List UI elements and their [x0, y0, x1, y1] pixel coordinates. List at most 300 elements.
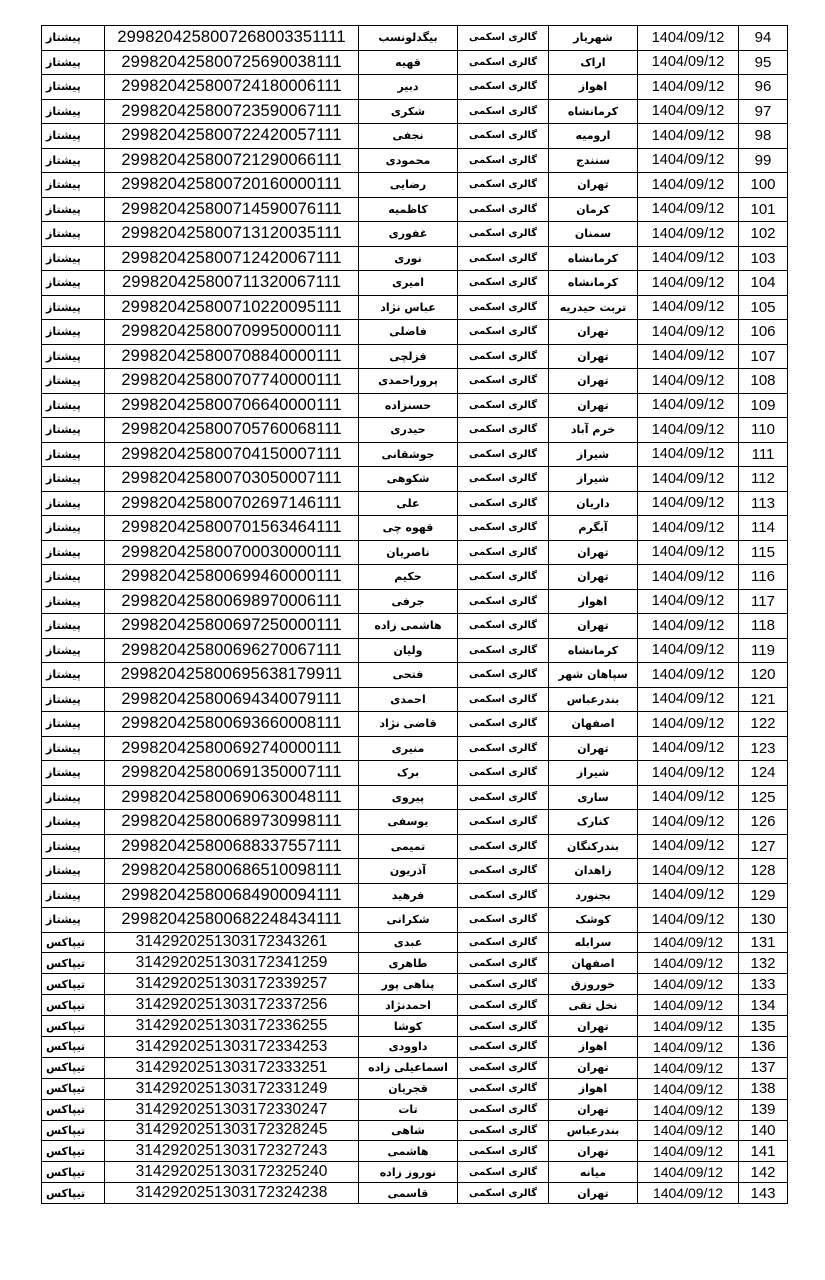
- table-row: [42, 1099, 788, 1120]
- date-cell: 1404/09/12: [638, 344, 739, 369]
- destination-city-cell: میانه: [549, 1162, 638, 1183]
- date-cell: 1404/09/12: [638, 974, 739, 995]
- date-cell: 1404/09/12: [638, 222, 739, 247]
- table-row: [42, 1183, 788, 1204]
- sender-cell: گالری اسکمی: [458, 810, 549, 835]
- row-number-cell: 119: [739, 638, 788, 663]
- table-row: [42, 418, 788, 443]
- carrier-cell: تیپاکس: [42, 1099, 105, 1120]
- destination-city-cell: تهران: [549, 1016, 638, 1037]
- tracking-number-cell: 299820425800709950000111: [105, 320, 359, 345]
- carrier-cell: پیشتاز: [42, 810, 105, 835]
- row-number-cell: 132: [739, 953, 788, 974]
- carrier-cell: تیپاکس: [42, 1078, 105, 1099]
- destination-city-cell: اهواز: [549, 75, 638, 100]
- date-cell: 1404/09/12: [638, 393, 739, 418]
- recipient-name-cell: نجفی: [359, 124, 458, 149]
- table-row: [42, 1057, 788, 1078]
- sender-cell: گالری اسکمی: [458, 75, 549, 100]
- carrier-cell: پیشتاز: [42, 712, 105, 737]
- recipient-name-cell: پناهی پور: [359, 974, 458, 995]
- recipient-name-cell: جرفی: [359, 589, 458, 614]
- tracking-number-cell: 299820425800701563464111: [105, 516, 359, 541]
- sender-cell: گالری اسکمی: [458, 1016, 549, 1037]
- recipient-name-cell: شکری: [359, 99, 458, 124]
- tracking-number-cell: 299820425800713120035111: [105, 222, 359, 247]
- table-row: [42, 197, 788, 222]
- sender-cell: گالری اسکمی: [458, 50, 549, 75]
- date-cell: 1404/09/12: [638, 883, 739, 908]
- tracking-number-cell: 299820425800721290066111: [105, 148, 359, 173]
- row-number-cell: 143: [739, 1183, 788, 1204]
- carrier-cell: پیشتاز: [42, 99, 105, 124]
- carrier-cell: پیشتاز: [42, 736, 105, 761]
- table-row: [42, 974, 788, 995]
- carrier-cell: پیشتاز: [42, 491, 105, 516]
- table-row: [42, 467, 788, 492]
- recipient-name-cell: شکوهی: [359, 467, 458, 492]
- row-number-cell: 110: [739, 418, 788, 443]
- date-cell: 1404/09/12: [638, 834, 739, 859]
- recipient-name-cell: پروراحمدی: [359, 369, 458, 394]
- tracking-number-cell: 299820425800684900094111: [105, 883, 359, 908]
- carrier-cell: پیشتاز: [42, 295, 105, 320]
- carrier-cell: پیشتاز: [42, 50, 105, 75]
- row-number-cell: 123: [739, 736, 788, 761]
- date-cell: 1404/09/12: [638, 491, 739, 516]
- destination-city-cell: تهران: [549, 1099, 638, 1120]
- date-cell: 1404/09/12: [638, 614, 739, 639]
- tracking-number-cell: 299820425800693660008111: [105, 712, 359, 737]
- carrier-cell: تیپاکس: [42, 1016, 105, 1037]
- destination-city-cell: کنارک: [549, 810, 638, 835]
- sender-cell: گالری اسکمی: [458, 1120, 549, 1141]
- table-row: [42, 810, 788, 835]
- row-number-cell: 126: [739, 810, 788, 835]
- recipient-name-cell: حکیم: [359, 565, 458, 590]
- recipient-name-cell: کاظمیه: [359, 197, 458, 222]
- row-number-cell: 141: [739, 1141, 788, 1162]
- date-cell: 1404/09/12: [638, 908, 739, 933]
- carrier-cell: پیشتاز: [42, 614, 105, 639]
- date-cell: 1404/09/12: [638, 761, 739, 786]
- row-number-cell: 130: [739, 908, 788, 933]
- date-cell: 1404/09/12: [638, 1183, 739, 1204]
- tracking-number-cell: 299820425800710220095111: [105, 295, 359, 320]
- table-row: [42, 953, 788, 974]
- carrier-cell: پیشتاز: [42, 26, 105, 51]
- recipient-name-cell: محمودی: [359, 148, 458, 173]
- sender-cell: گالری اسکمی: [458, 883, 549, 908]
- date-cell: 1404/09/12: [638, 148, 739, 173]
- destination-city-cell: سنندج: [549, 148, 638, 173]
- carrier-cell: پیشتاز: [42, 467, 105, 492]
- recipient-name-cell: عبدی: [359, 932, 458, 953]
- tracking-number-cell: 299820425800698970006111: [105, 589, 359, 614]
- table-row: [42, 908, 788, 933]
- carrier-cell: پیشتاز: [42, 148, 105, 173]
- destination-city-cell: کرمانشاه: [549, 246, 638, 271]
- sender-cell: گالری اسکمی: [458, 974, 549, 995]
- table-row: [42, 834, 788, 859]
- date-cell: 1404/09/12: [638, 1141, 739, 1162]
- row-number-cell: 135: [739, 1016, 788, 1037]
- recipient-name-cell: احمدنژاد: [359, 995, 458, 1016]
- table-row: [42, 589, 788, 614]
- carrier-cell: پیشتاز: [42, 75, 105, 100]
- destination-city-cell: شیراز: [549, 442, 638, 467]
- recipient-name-cell: تات: [359, 1099, 458, 1120]
- row-number-cell: 99: [739, 148, 788, 173]
- date-cell: 1404/09/12: [638, 687, 739, 712]
- tracking-number-cell: 3142920251303172324238: [105, 1183, 359, 1204]
- recipient-name-cell: قهوه چی: [359, 516, 458, 541]
- row-number-cell: 142: [739, 1162, 788, 1183]
- carrier-cell: تیپاکس: [42, 1057, 105, 1078]
- destination-city-cell: سمنان: [549, 222, 638, 247]
- table-row: [42, 565, 788, 590]
- recipient-name-cell: نوری: [359, 246, 458, 271]
- sender-cell: گالری اسکمی: [458, 222, 549, 247]
- sender-cell: گالری اسکمی: [458, 663, 549, 688]
- recipient-name-cell: حسنزاده: [359, 393, 458, 418]
- recipient-name-cell: ناصریان: [359, 540, 458, 565]
- sender-cell: گالری اسکمی: [458, 99, 549, 124]
- destination-city-cell: تهران: [549, 540, 638, 565]
- sender-cell: گالری اسکمی: [458, 565, 549, 590]
- date-cell: 1404/09/12: [638, 516, 739, 541]
- tracking-number-cell: 299820425800700030000111: [105, 540, 359, 565]
- date-cell: 1404/09/12: [638, 50, 739, 75]
- date-cell: 1404/09/12: [638, 663, 739, 688]
- table-row: [42, 75, 788, 100]
- table-row: [42, 1078, 788, 1099]
- recipient-name-cell: تمیمی: [359, 834, 458, 859]
- destination-city-cell: تهران: [549, 393, 638, 418]
- destination-city-cell: کوشک: [549, 908, 638, 933]
- destination-city-cell: تهران: [549, 565, 638, 590]
- date-cell: 1404/09/12: [638, 785, 739, 810]
- table-row: [42, 369, 788, 394]
- recipient-name-cell: دبیر: [359, 75, 458, 100]
- recipient-name-cell: احمدی: [359, 687, 458, 712]
- sender-cell: گالری اسکمی: [458, 1141, 549, 1162]
- table-row: [42, 687, 788, 712]
- recipient-name-cell: یوسفی: [359, 810, 458, 835]
- destination-city-cell: سرابله: [549, 932, 638, 953]
- destination-city-cell: تهران: [549, 1057, 638, 1078]
- sender-cell: گالری اسکمی: [458, 442, 549, 467]
- date-cell: 1404/09/12: [638, 1016, 739, 1037]
- destination-city-cell: ارومیه: [549, 124, 638, 149]
- tracking-number-cell: 299820425800695638179911: [105, 663, 359, 688]
- row-number-cell: 96: [739, 75, 788, 100]
- carrier-cell: تیپاکس: [42, 932, 105, 953]
- sender-cell: گالری اسکمی: [458, 26, 549, 51]
- table-row: [42, 491, 788, 516]
- row-number-cell: 101: [739, 197, 788, 222]
- destination-city-cell: شیراز: [549, 467, 638, 492]
- date-cell: 1404/09/12: [638, 418, 739, 443]
- carrier-cell: پیشتاز: [42, 908, 105, 933]
- sender-cell: گالری اسکمی: [458, 246, 549, 271]
- date-cell: 1404/09/12: [638, 369, 739, 394]
- tracking-number-cell: 3142920251303172330247: [105, 1099, 359, 1120]
- destination-city-cell: تربت حیدریه: [549, 295, 638, 320]
- tracking-number-cell: 3142920251303172327243: [105, 1141, 359, 1162]
- destination-city-cell: خوروزق: [549, 974, 638, 995]
- table-row: [42, 883, 788, 908]
- tracking-number-cell: 3142920251303172328245: [105, 1120, 359, 1141]
- recipient-name-cell: شاهی: [359, 1120, 458, 1141]
- date-cell: 1404/09/12: [638, 1078, 739, 1099]
- tracking-number-cell: 299820425800723590067111: [105, 99, 359, 124]
- recipient-name-cell: حیدری: [359, 418, 458, 443]
- carrier-cell: پیشتاز: [42, 565, 105, 590]
- row-number-cell: 111: [739, 442, 788, 467]
- row-number-cell: 98: [739, 124, 788, 149]
- date-cell: 1404/09/12: [638, 953, 739, 974]
- table-row: [42, 295, 788, 320]
- sender-cell: گالری اسکمی: [458, 589, 549, 614]
- carrier-cell: پیشتاز: [42, 271, 105, 296]
- tracking-number-cell: 299820425800694340079111: [105, 687, 359, 712]
- sender-cell: گالری اسکمی: [458, 516, 549, 541]
- carrier-cell: پیشتاز: [42, 197, 105, 222]
- date-cell: 1404/09/12: [638, 442, 739, 467]
- row-number-cell: 117: [739, 589, 788, 614]
- destination-city-cell: سپاهان شهر: [549, 663, 638, 688]
- row-number-cell: 120: [739, 663, 788, 688]
- recipient-name-cell: طاهری: [359, 953, 458, 974]
- row-number-cell: 134: [739, 995, 788, 1016]
- carrier-cell: پیشتاز: [42, 393, 105, 418]
- table-row: [42, 638, 788, 663]
- recipient-name-cell: شکرانی: [359, 908, 458, 933]
- recipient-name-cell: قهیه: [359, 50, 458, 75]
- table-row: [42, 173, 788, 198]
- date-cell: 1404/09/12: [638, 1120, 739, 1141]
- date-cell: 1404/09/12: [638, 75, 739, 100]
- date-cell: 1404/09/12: [638, 271, 739, 296]
- sender-cell: گالری اسکمی: [458, 785, 549, 810]
- table-row: [42, 932, 788, 953]
- sender-cell: گالری اسکمی: [458, 1057, 549, 1078]
- row-number-cell: 104: [739, 271, 788, 296]
- date-cell: 1404/09/12: [638, 26, 739, 51]
- tracking-number-cell: 299820425800691350007111: [105, 761, 359, 786]
- date-cell: 1404/09/12: [638, 173, 739, 198]
- sender-cell: گالری اسکمی: [458, 859, 549, 884]
- table-row: [42, 1016, 788, 1037]
- carrier-cell: پیشتاز: [42, 638, 105, 663]
- destination-city-cell: کرمانشاه: [549, 99, 638, 124]
- table-row: [42, 540, 788, 565]
- date-cell: 1404/09/12: [638, 467, 739, 492]
- recipient-name-cell: داوودی: [359, 1036, 458, 1057]
- destination-city-cell: تهران: [549, 736, 638, 761]
- sender-cell: گالری اسکمی: [458, 467, 549, 492]
- date-cell: 1404/09/12: [638, 638, 739, 663]
- carrier-cell: تیپاکس: [42, 1162, 105, 1183]
- table-row: [42, 246, 788, 271]
- sender-cell: گالری اسکمی: [458, 344, 549, 369]
- row-number-cell: 112: [739, 467, 788, 492]
- table-row: [42, 761, 788, 786]
- table-row: [42, 442, 788, 467]
- destination-city-cell: شیراز: [549, 761, 638, 786]
- carrier-cell: تیپاکس: [42, 1183, 105, 1204]
- table-row: [42, 124, 788, 149]
- date-cell: 1404/09/12: [638, 246, 739, 271]
- sender-cell: گالری اسکمی: [458, 712, 549, 737]
- sender-cell: گالری اسکمی: [458, 1099, 549, 1120]
- row-number-cell: 121: [739, 687, 788, 712]
- row-number-cell: 108: [739, 369, 788, 394]
- row-number-cell: 138: [739, 1078, 788, 1099]
- row-number-cell: 139: [739, 1099, 788, 1120]
- row-number-cell: 95: [739, 50, 788, 75]
- table-row: [42, 785, 788, 810]
- tracking-number-cell: 299820425800720160000111: [105, 173, 359, 198]
- sender-cell: گالری اسکمی: [458, 736, 549, 761]
- carrier-cell: پیشتاز: [42, 761, 105, 786]
- date-cell: 1404/09/12: [638, 932, 739, 953]
- row-number-cell: 131: [739, 932, 788, 953]
- tracking-number-cell: 3142920251303172343261: [105, 932, 359, 953]
- table-row: [42, 516, 788, 541]
- destination-city-cell: اهواز: [549, 1036, 638, 1057]
- row-number-cell: 140: [739, 1120, 788, 1141]
- destination-city-cell: بجنورد: [549, 883, 638, 908]
- destination-city-cell: نخل تقی: [549, 995, 638, 1016]
- carrier-cell: پیشتاز: [42, 442, 105, 467]
- table-row: [42, 99, 788, 124]
- sender-cell: گالری اسکمی: [458, 932, 549, 953]
- recipient-name-cell: بیگدلونسب: [359, 26, 458, 51]
- row-number-cell: 125: [739, 785, 788, 810]
- recipient-name-cell: فتحی: [359, 663, 458, 688]
- destination-city-cell: کرمان: [549, 197, 638, 222]
- row-number-cell: 102: [739, 222, 788, 247]
- date-cell: 1404/09/12: [638, 589, 739, 614]
- table-row: [42, 26, 788, 51]
- date-cell: 1404/09/12: [638, 320, 739, 345]
- carrier-cell: تیپاکس: [42, 1036, 105, 1057]
- recipient-name-cell: برک: [359, 761, 458, 786]
- tracking-number-cell: 3142920251303172341259: [105, 953, 359, 974]
- tracking-number-cell: 3142920251303172337256: [105, 995, 359, 1016]
- recipient-name-cell: ولیان: [359, 638, 458, 663]
- destination-city-cell: داریان: [549, 491, 638, 516]
- date-cell: 1404/09/12: [638, 565, 739, 590]
- row-number-cell: 128: [739, 859, 788, 884]
- carrier-cell: پیشتاز: [42, 246, 105, 271]
- carrier-cell: پیشتاز: [42, 540, 105, 565]
- sender-cell: گالری اسکمی: [458, 295, 549, 320]
- row-number-cell: 97: [739, 99, 788, 124]
- carrier-cell: تیپاکس: [42, 1120, 105, 1141]
- date-cell: 1404/09/12: [638, 736, 739, 761]
- destination-city-cell: اصفهان: [549, 953, 638, 974]
- carrier-cell: پیشتاز: [42, 516, 105, 541]
- recipient-name-cell: فاضلی: [359, 320, 458, 345]
- destination-city-cell: اراک: [549, 50, 638, 75]
- sender-cell: گالری اسکمی: [458, 369, 549, 394]
- carrier-cell: پیشتاز: [42, 834, 105, 859]
- sender-cell: گالری اسکمی: [458, 995, 549, 1016]
- table-row: [42, 859, 788, 884]
- sender-cell: گالری اسکمی: [458, 761, 549, 786]
- row-number-cell: 106: [739, 320, 788, 345]
- table-row: [42, 148, 788, 173]
- destination-city-cell: خرم آباد: [549, 418, 638, 443]
- tracking-number-cell: 299820425800688337557111: [105, 834, 359, 859]
- tracking-number-cell: 299820425800682248434111: [105, 908, 359, 933]
- row-number-cell: 118: [739, 614, 788, 639]
- row-number-cell: 103: [739, 246, 788, 271]
- carrier-cell: تیپاکس: [42, 974, 105, 995]
- row-number-cell: 136: [739, 1036, 788, 1057]
- carrier-cell: پیشتاز: [42, 222, 105, 247]
- table-row: [42, 663, 788, 688]
- tracking-number-cell: 299820425800712420067111: [105, 246, 359, 271]
- date-cell: 1404/09/12: [638, 124, 739, 149]
- row-number-cell: 124: [739, 761, 788, 786]
- destination-city-cell: شهریار: [549, 26, 638, 51]
- carrier-cell: تیپاکس: [42, 1141, 105, 1162]
- table-row: [42, 1120, 788, 1141]
- sender-cell: گالری اسکمی: [458, 271, 549, 296]
- date-cell: 1404/09/12: [638, 712, 739, 737]
- recipient-name-cell: منیری: [359, 736, 458, 761]
- destination-city-cell: تهران: [549, 344, 638, 369]
- carrier-cell: تیپاکس: [42, 995, 105, 1016]
- sender-cell: گالری اسکمی: [458, 687, 549, 712]
- table-row: [42, 393, 788, 418]
- carrier-cell: پیشتاز: [42, 785, 105, 810]
- date-cell: 1404/09/12: [638, 995, 739, 1016]
- destination-city-cell: اهواز: [549, 589, 638, 614]
- sender-cell: گالری اسکمی: [458, 540, 549, 565]
- sender-cell: گالری اسکمی: [458, 1162, 549, 1183]
- sender-cell: گالری اسکمی: [458, 834, 549, 859]
- sender-cell: گالری اسکمی: [458, 393, 549, 418]
- date-cell: 1404/09/12: [638, 1099, 739, 1120]
- table-row: [42, 1162, 788, 1183]
- date-cell: 1404/09/12: [638, 1057, 739, 1078]
- tracking-number-cell: 3142920251303172339257: [105, 974, 359, 995]
- destination-city-cell: ساری: [549, 785, 638, 810]
- sender-cell: گالری اسکمی: [458, 1036, 549, 1057]
- sender-cell: گالری اسکمی: [458, 148, 549, 173]
- sender-cell: گالری اسکمی: [458, 173, 549, 198]
- recipient-name-cell: امیری: [359, 271, 458, 296]
- sender-cell: گالری اسکمی: [458, 1183, 549, 1204]
- destination-city-cell: تهران: [549, 320, 638, 345]
- table-row: [42, 995, 788, 1016]
- date-cell: 1404/09/12: [638, 1162, 739, 1183]
- table-row: [42, 712, 788, 737]
- recipient-name-cell: قجریان: [359, 1078, 458, 1099]
- recipient-name-cell: هاشمی: [359, 1141, 458, 1162]
- destination-city-cell: بندرعباس: [549, 1120, 638, 1141]
- recipient-name-cell: نوروز زاده: [359, 1162, 458, 1183]
- sender-cell: گالری اسکمی: [458, 1078, 549, 1099]
- destination-city-cell: بندرعباس: [549, 687, 638, 712]
- row-number-cell: 122: [739, 712, 788, 737]
- date-cell: 1404/09/12: [638, 810, 739, 835]
